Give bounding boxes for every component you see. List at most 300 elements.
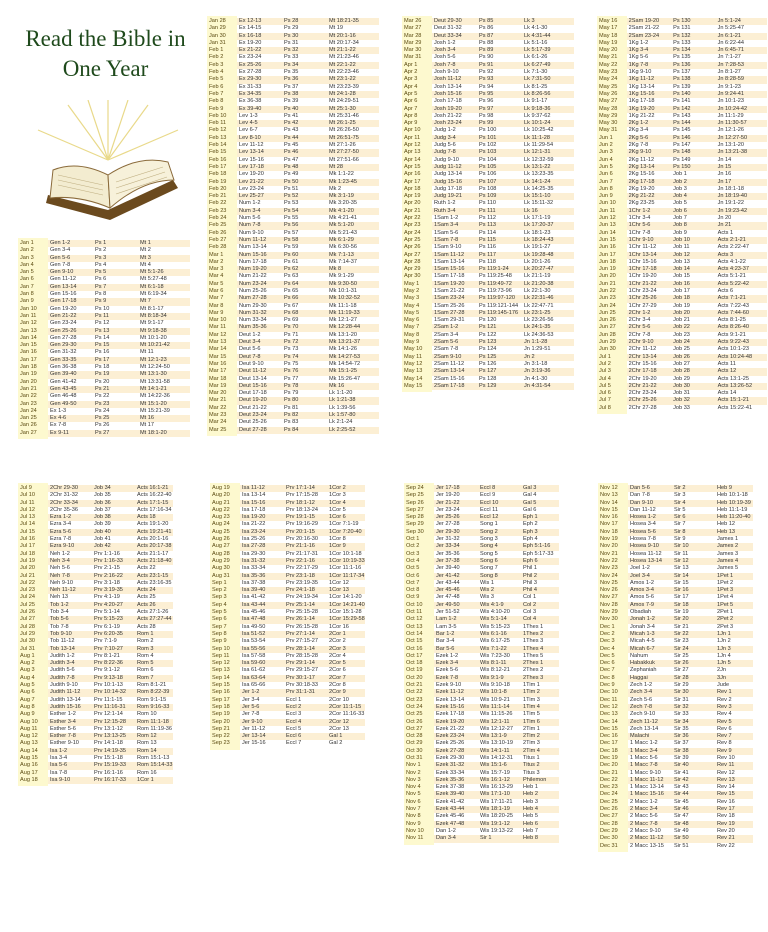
reading-date: Jun 28 xyxy=(599,331,616,338)
new-testament-reading: Rev 19 xyxy=(715,821,753,828)
old-testament-reading: Isa 23-24 xyxy=(240,529,284,536)
reading-date: Oct 20 xyxy=(406,674,423,681)
new-testament-reading: Rom 3 xyxy=(135,646,173,653)
reading-row xyxy=(210,667,370,674)
new-testament-reading: Phil 2 xyxy=(521,573,559,580)
psalm-reading: Ps 63 xyxy=(284,273,299,280)
psalm-reading: Job 33 xyxy=(673,404,690,411)
old-testament-reading: Jer 13-14 xyxy=(240,733,284,740)
psalm-reading: Ps 73 xyxy=(284,346,299,353)
old-testament-reading: Jer 17-18 xyxy=(434,485,478,492)
psalm-reading: Wis 2 xyxy=(478,587,521,594)
reading-row xyxy=(402,193,592,200)
new-testament-reading: Mk 11:19-33 xyxy=(327,310,379,317)
old-testament-reading: Josh 21-22 xyxy=(434,112,462,119)
reading-row xyxy=(597,405,767,412)
psalm-reading: Prv 27:15-27 xyxy=(286,638,319,645)
psalm-reading: Ps 119:121-144 xyxy=(479,302,519,309)
reading-row xyxy=(402,244,592,251)
old-testament-reading: 2Chr 27-28 xyxy=(628,404,657,411)
old-testament-reading: Isa 53-54 xyxy=(242,638,266,645)
reading-row xyxy=(402,252,592,259)
old-testament-reading: 2Sam 15-16 xyxy=(434,375,465,382)
psalm-reading: Sir 49 xyxy=(674,827,689,834)
psalm-reading: Prv 7:1-9 xyxy=(94,638,117,645)
reading-row xyxy=(207,383,397,390)
reading-date: Jan 5 xyxy=(20,269,34,276)
psalm-reading: Prv 4:1-19 xyxy=(94,594,120,601)
new-testament-reading: 1Cor 15:29-58 xyxy=(329,616,365,623)
old-testament-reading: Judith 11-12 xyxy=(48,689,92,696)
reading-row xyxy=(404,624,564,631)
new-testament-reading: Mt 19 xyxy=(329,25,343,32)
old-testament-reading: Isa 25-26 xyxy=(242,536,266,543)
new-testament-reading: Mk 13:1-20 xyxy=(329,331,357,338)
new-testament-reading: Lk 23:26-56 xyxy=(524,317,554,324)
reading-row xyxy=(207,332,397,339)
new-testament-reading: Rom 9:1-15 xyxy=(137,696,167,703)
old-testament-reading: 2Chr 31-32 xyxy=(50,492,78,499)
reading-row xyxy=(404,784,564,791)
psalm-reading: Sir 43 xyxy=(674,784,689,791)
old-testament-reading: Gen 43-45 xyxy=(48,386,93,393)
psalm-reading: Sir 11 xyxy=(674,550,689,557)
reading-date: Jan 10 xyxy=(20,305,37,312)
new-testament-reading: Rev 20 xyxy=(717,827,735,834)
reading-date: Nov 3 xyxy=(406,776,421,783)
reading-row xyxy=(598,740,758,747)
new-testament-reading: Mt 17 xyxy=(140,422,154,429)
reading-date: Oct 24 xyxy=(406,703,423,710)
reading-row xyxy=(207,33,397,40)
new-testament-reading: Acts 20:17-38 xyxy=(137,543,172,550)
reading-row xyxy=(597,332,767,339)
psalm-reading: Ps 69 xyxy=(284,317,299,324)
old-testament-reading: Judg 7-8 xyxy=(432,149,477,156)
reading-date: Jan 25 xyxy=(20,415,37,422)
reading-row xyxy=(18,719,178,726)
reading-date: May 31 xyxy=(599,127,618,134)
new-testament-reading: Acts 23:1-15 xyxy=(135,573,173,580)
reading-row xyxy=(210,740,370,747)
new-testament-reading: Acts 7:44-60 xyxy=(716,310,767,317)
old-testament-reading: 2Sam 23-24 xyxy=(627,33,671,40)
reading-date: Aug 12 xyxy=(20,733,38,740)
old-testament-reading: 2Sam 5-6 xyxy=(432,339,477,346)
reading-date: Sep 4 xyxy=(212,601,227,608)
new-testament-reading: 2Pet 1 xyxy=(717,609,734,616)
psalm-reading: Ps 21 xyxy=(93,386,138,393)
reading-row xyxy=(402,339,592,346)
old-testament-reading: Tob 9-10 xyxy=(48,631,92,638)
reading-row xyxy=(402,106,592,113)
old-testament-reading: 1Sam 5-6 xyxy=(434,229,459,236)
psalm-reading: Prv 28:1-14 xyxy=(284,646,327,653)
new-testament-reading: Mt 27:51-66 xyxy=(329,156,359,163)
new-testament-reading: Jn 6:1-21 xyxy=(716,33,767,40)
old-testament-reading: Gen 21-22 xyxy=(48,313,93,320)
psalm-reading: Job 10 xyxy=(671,237,715,244)
psalm-reading: Sir 14 xyxy=(672,573,715,580)
old-testament-reading: Dan 7-8 xyxy=(630,492,650,499)
new-testament-reading: Mt 18:1-20 xyxy=(138,430,190,437)
reading-row xyxy=(404,507,564,514)
reading-row xyxy=(597,76,767,83)
new-testament-reading: Acts 8:26-40 xyxy=(716,324,767,331)
old-testament-reading: Gen 13-14 xyxy=(48,284,93,291)
reading-row xyxy=(18,726,178,733)
reading-row xyxy=(598,573,758,580)
reading-date: Jun 1 xyxy=(599,134,613,141)
psalm-reading: Ps 32 xyxy=(282,47,327,54)
reading-row xyxy=(402,164,592,171)
reading-date: Nov 28 xyxy=(600,601,618,608)
reading-date: Nov 26 xyxy=(600,587,618,594)
psalm-reading: Ps 96 xyxy=(479,98,494,105)
old-testament-reading: 1Chr 17-18 xyxy=(627,266,671,273)
old-testament-reading: Gen 1-2 xyxy=(48,240,93,247)
old-testament-reading: Deut 25-26 xyxy=(239,419,267,426)
reading-date: Sep 10 xyxy=(212,645,230,652)
reading-date: Nov 14 xyxy=(600,499,618,506)
reading-date: Jan 30 xyxy=(209,32,226,39)
psalm-reading: Ps 1 xyxy=(93,240,138,247)
psalm-reading: Ps 13 xyxy=(93,328,138,335)
old-testament-reading: Num 29-30 xyxy=(239,302,267,309)
psalm-reading: Ps 86 xyxy=(479,25,494,32)
reading-date: Apr 18 xyxy=(404,185,421,192)
new-testament-reading: Mk 7:14-37 xyxy=(329,258,357,265)
old-testament-reading: Deut 31-32 xyxy=(434,25,462,32)
reading-date: Feb 23 xyxy=(209,207,227,214)
psalm-reading: Ps 30 xyxy=(282,33,327,40)
reading-row xyxy=(404,733,564,740)
reading-row xyxy=(598,711,758,718)
old-testament-reading: Ezek 39-40 xyxy=(434,791,478,798)
new-testament-reading: Acts 23:16-35 xyxy=(137,579,172,586)
new-testament-reading: Jn 11:30-57 xyxy=(716,120,767,127)
reading-date: Jul 12 xyxy=(20,506,35,513)
old-testament-reading: Jonah 1-2 xyxy=(628,616,672,623)
reading-row xyxy=(597,106,767,113)
psalm-reading: Ps 113 xyxy=(477,222,522,229)
psalm-reading: Ps 51 xyxy=(284,185,299,192)
old-testament-reading: Lev 8-10 xyxy=(237,135,282,142)
reading-row xyxy=(18,755,178,762)
new-testament-reading: 1Cor 7:20-40 xyxy=(327,529,365,536)
old-testament-reading: Hosea 3-4 xyxy=(630,521,656,528)
reading-row xyxy=(597,62,767,69)
reading-row xyxy=(18,335,198,342)
reading-row xyxy=(597,135,767,142)
reading-date: Mar 1 xyxy=(209,251,224,258)
psalm-reading: Sir 48 xyxy=(672,821,715,828)
reading-date: Jun 22 xyxy=(599,287,616,294)
new-testament-reading: Acts 5:1-21 xyxy=(717,273,746,280)
psalm-reading: Ps 133 xyxy=(673,39,691,46)
new-testament-reading: Heb 4 xyxy=(521,806,559,813)
new-testament-reading: 2Cor 2 xyxy=(329,638,346,645)
reading-row xyxy=(597,222,767,229)
psalm-reading: Job 11 xyxy=(673,244,690,251)
psalm-reading: Song 8 xyxy=(478,573,521,580)
old-testament-reading: Jer 27-28 xyxy=(436,521,460,528)
reading-row xyxy=(597,179,767,186)
new-testament-reading: Jn 19:23-42 xyxy=(716,208,767,215)
reading-row xyxy=(597,390,767,397)
old-testament-reading: Josh 17-18 xyxy=(434,98,462,105)
old-testament-reading: Ezek 21-22 xyxy=(436,725,465,732)
old-testament-reading: Isa 49-50 xyxy=(242,623,266,630)
reading-row xyxy=(18,342,198,349)
reading-row xyxy=(210,602,370,609)
old-testament-reading: Lev 23-24 xyxy=(239,185,264,192)
reading-date: Apr 24 xyxy=(404,229,421,236)
reading-row xyxy=(598,536,758,543)
psalm-reading: Ps 27 xyxy=(93,430,138,437)
reading-date: Oct 29 xyxy=(406,740,423,747)
new-testament-reading: Lk 6:27-49 xyxy=(522,62,574,69)
psalm-reading: Ps 127 xyxy=(477,368,522,375)
psalm-reading: Job 27 xyxy=(673,360,690,367)
old-testament-reading: Lam 3-5 xyxy=(436,623,457,630)
new-testament-reading: Mt 5:27-48 xyxy=(140,276,167,283)
old-testament-reading: Amos 1-2 xyxy=(630,579,654,586)
new-testament-reading: Mt 8:18-34 xyxy=(138,313,190,320)
reading-date: Feb 20 xyxy=(209,185,227,192)
reading-row xyxy=(597,361,767,368)
new-testament-reading: Jn 7:28-53 xyxy=(716,62,767,69)
old-testament-reading: Deut 15-16 xyxy=(237,383,282,390)
reading-row xyxy=(210,573,370,580)
new-testament-reading: Rom 5 xyxy=(135,660,173,667)
old-testament-reading: Jer 45-46 xyxy=(434,587,478,594)
old-testament-reading: Num 5-6 xyxy=(239,215,261,222)
new-testament-reading: Acts 9:1-21 xyxy=(717,331,746,338)
old-testament-reading: Ex 14-15 xyxy=(239,25,262,32)
reading-row xyxy=(210,536,370,543)
reading-date: Jul 9 xyxy=(20,485,32,491)
old-testament-reading: Deut 19-20 xyxy=(237,397,282,404)
reading-row xyxy=(597,215,767,222)
psalm-reading: Job 31 xyxy=(673,390,690,397)
old-testament-reading: Ezek 45-46 xyxy=(436,813,465,820)
psalm-reading: Sir 47 xyxy=(674,813,689,820)
reading-row xyxy=(207,164,397,171)
reading-row xyxy=(210,514,370,521)
new-testament-reading: Lk 18:1-23 xyxy=(524,229,551,236)
psalm-reading: Prv 19:16-29 xyxy=(286,521,319,528)
old-testament-reading: Zech 7-8 xyxy=(628,704,672,711)
reading-date: Dec 2 xyxy=(600,630,615,637)
new-testament-reading: Jn 15 xyxy=(716,164,767,171)
psalm-reading: Ps 33 xyxy=(284,54,299,61)
new-testament-reading: Acts 9:22-43 xyxy=(716,339,767,346)
reading-date: Aug 14 xyxy=(20,747,38,754)
reading-row xyxy=(597,142,767,149)
reading-date: Jun 13 xyxy=(599,222,616,229)
old-testament-reading: 2Kg 1-2 xyxy=(627,120,671,127)
new-testament-reading: Acts 2:1-21 xyxy=(716,237,767,244)
reading-date: May 11 xyxy=(404,353,422,360)
psalm-reading: Song 2 xyxy=(478,529,521,536)
reading-row xyxy=(210,500,370,507)
old-testament-reading: Deut 21-22 xyxy=(239,404,267,411)
new-testament-reading: 2Cor 4 xyxy=(329,652,346,659)
reading-date: Mar 6 xyxy=(209,287,224,294)
new-testament-reading: Mt 15:1-20 xyxy=(138,401,190,408)
old-testament-reading: Isa 15-16 xyxy=(240,500,284,507)
psalm-reading: Prv 3:1-18 xyxy=(94,579,120,586)
reading-row xyxy=(210,543,370,550)
psalm-reading: Ps 74 xyxy=(282,354,327,361)
reading-date: Apr 27 xyxy=(404,251,421,258)
reading-date: Oct 31 xyxy=(406,754,423,761)
psalm-reading: Job 29 xyxy=(673,375,690,382)
reading-row xyxy=(404,667,564,674)
new-testament-reading: Lk 22:47-71 xyxy=(524,302,554,309)
psalm-reading: Ps 91 xyxy=(477,62,522,69)
old-testament-reading: Isa 5-6 xyxy=(48,762,92,769)
new-testament-reading: 2Cor 1 xyxy=(327,631,365,638)
reading-row xyxy=(404,777,564,784)
reading-row xyxy=(18,247,198,254)
new-testament-reading: Acts 11 xyxy=(717,360,736,367)
old-testament-reading: Isa 47-48 xyxy=(240,616,284,623)
old-testament-reading: Gen 7-8 xyxy=(50,261,71,268)
new-testament-reading: Rom 4 xyxy=(137,652,154,659)
reading-date: Jan 16 xyxy=(20,349,37,356)
psalm-reading: Job 36 xyxy=(92,500,135,507)
old-testament-reading: Bar 1-2 xyxy=(434,631,478,638)
psalm-reading: Sir 45 xyxy=(674,798,689,805)
old-testament-reading: Gen 3-4 xyxy=(50,247,71,254)
new-testament-reading: Mk 6:1-29 xyxy=(327,237,379,244)
old-testament-reading: Gen 46-48 xyxy=(50,393,77,400)
old-testament-reading: Jer 47-48 xyxy=(436,594,460,601)
reading-date: Mar 26 xyxy=(404,18,422,24)
reading-row xyxy=(597,40,767,47)
old-testament-reading: Jer 35-36 xyxy=(436,550,460,557)
reading-date: Mar 3 xyxy=(209,266,224,273)
psalm-reading: Prv 23:1-18 xyxy=(284,573,327,580)
new-testament-reading: Mk 13:21-37 xyxy=(327,339,379,346)
reading-date: Aug 25 xyxy=(212,528,230,535)
reading-row xyxy=(210,616,370,623)
reading-row xyxy=(598,616,758,623)
psalm-reading: Prv 24:1-18 xyxy=(284,587,327,594)
psalm-reading: Ps 148 xyxy=(671,149,715,156)
new-testament-reading: Lk 19:1-27 xyxy=(524,244,551,251)
old-testament-reading: Neh 7-8 xyxy=(48,573,92,580)
old-testament-reading: 1Kg 9-10 xyxy=(628,69,652,76)
new-testament-reading: Rev 22 xyxy=(717,842,735,849)
new-testament-reading: Mk 14:27-53 xyxy=(327,354,379,361)
reading-row xyxy=(402,69,592,76)
psalm-reading: Ps 87 xyxy=(477,33,522,40)
new-testament-reading: 1Jn 3 xyxy=(715,646,753,653)
new-testament-reading: Gal 1 xyxy=(327,733,365,740)
reading-date: Apr 1 xyxy=(404,61,418,68)
reading-date: Mar 15 xyxy=(209,353,227,360)
reading-date: Aug 7 xyxy=(20,696,35,703)
psalm-reading: Prv 12:1-14 xyxy=(94,711,123,718)
psalm-reading: Prv 24:19-34 xyxy=(286,594,319,601)
reading-date: Jul 15 xyxy=(20,528,35,535)
psalm-reading: Job 34 xyxy=(92,485,135,492)
new-testament-reading: Rom 15:1-13 xyxy=(137,754,170,761)
new-testament-reading: Rev 5 xyxy=(715,719,753,726)
old-testament-reading: 1Chr 11-12 xyxy=(628,244,657,251)
reading-date: Mar 12 xyxy=(209,331,227,338)
reading-row xyxy=(597,230,767,237)
psalm-reading: Wis 6:17-25 xyxy=(480,638,510,645)
reading-row xyxy=(18,485,178,492)
reading-row xyxy=(598,580,758,587)
reading-row xyxy=(207,215,397,222)
old-testament-reading: Lev 25-27 xyxy=(237,193,282,200)
new-testament-reading: Mt 14:22-36 xyxy=(140,393,170,400)
new-testament-reading: Lk 2:1-24 xyxy=(329,419,353,426)
new-testament-reading: Mt 6:1-18 xyxy=(138,284,190,291)
psalm-reading: Prv 18:13-24 xyxy=(286,506,319,513)
psalm-reading: Wis 19:1-12 xyxy=(478,821,521,828)
reading-row xyxy=(207,135,397,142)
reading-row xyxy=(18,371,198,378)
reading-row xyxy=(18,386,198,393)
psalm-reading: Ps 139 xyxy=(673,83,691,90)
reading-date: Aug 9 xyxy=(20,711,35,718)
new-testament-reading: Mk 10:1-31 xyxy=(329,287,357,294)
reading-date: Feb 8 xyxy=(209,98,224,105)
old-testament-reading: Num 25-26 xyxy=(239,287,267,294)
reading-date: Aug 29 xyxy=(212,557,230,564)
reading-row xyxy=(18,558,178,565)
reading-row xyxy=(18,284,198,291)
reading-row xyxy=(404,638,564,645)
reading-date: Nov 16 xyxy=(600,514,618,521)
old-testament-reading: 1Chr 5-6 xyxy=(627,222,671,229)
old-testament-reading: 1Sam 23-24 xyxy=(432,295,477,302)
psalm-reading: Job 8 xyxy=(671,222,715,229)
reading-date: Feb 3 xyxy=(209,61,224,68)
new-testament-reading: Rom 15:14-33 xyxy=(137,762,173,769)
old-testament-reading: 1Chr 1-2 xyxy=(627,208,671,215)
psalm-reading: Wis 5:1-14 xyxy=(478,616,521,623)
psalm-reading: Ps 120 xyxy=(479,317,497,324)
psalm-reading: Sir 33 xyxy=(674,711,689,718)
reading-row xyxy=(402,303,592,310)
psalm-reading: Prv 3:19-35 xyxy=(92,587,135,594)
reading-row xyxy=(207,127,397,134)
old-testament-reading: Deut 3-4 xyxy=(237,339,282,346)
old-testament-reading: Ezek 47-48 xyxy=(434,821,478,828)
reading-row xyxy=(597,91,767,98)
reading-date: Jan 20 xyxy=(20,378,37,385)
psalm-reading: Ps 23 xyxy=(93,401,138,408)
psalm-reading: Ps 56 xyxy=(282,222,327,229)
old-testament-reading: Amos 7-9 xyxy=(628,602,672,609)
new-testament-reading: Mt 28 xyxy=(327,164,379,171)
psalm-reading: Ps 45 xyxy=(284,142,299,149)
psalm-reading: Ps 108 xyxy=(479,185,497,192)
reading-date: Dec 1 xyxy=(600,623,615,630)
reading-row xyxy=(597,397,767,404)
reading-date: Apr 17 xyxy=(404,178,421,185)
old-testament-reading: Ezek 13-14 xyxy=(436,696,465,703)
psalm-reading: Sir 50 xyxy=(672,835,715,842)
new-testament-reading: Lk 9:37-62 xyxy=(524,112,551,119)
